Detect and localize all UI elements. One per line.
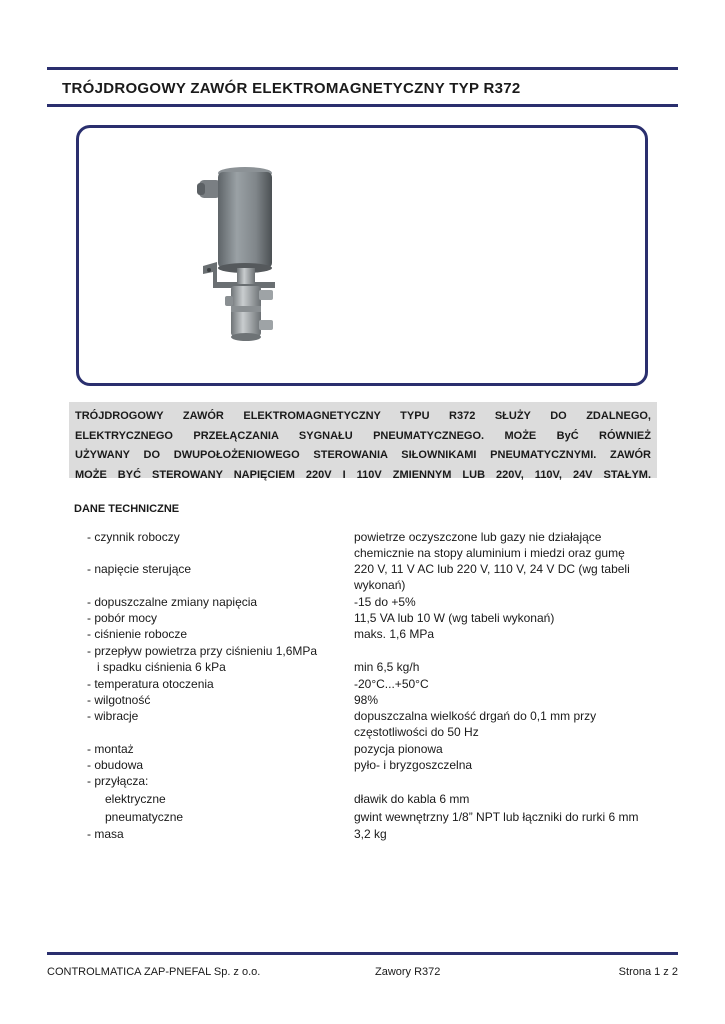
spec-value: 98% [354,693,379,707]
spec-value: powietrze oczyszczone lub gazy nie działające [354,530,602,544]
spec-value: pyło- i bryzgoszczelna [354,758,473,772]
spec-value: chemicznie na stopy aluminium i miedzi oraz gumę [354,546,625,560]
spec-label: - ciśnienie robocze [87,627,188,641]
spec-label: - masa [87,827,124,841]
spec-value: 220 V, 11 V AC lub 220 V, 110 V, 24 V DC (wg tabeli [354,562,630,576]
spec-label: - wibracje [87,709,139,723]
spec-label: - wilgotność [87,693,151,707]
spec-value: wykonań) [354,578,406,592]
product-description [69,402,657,481]
top-rule [47,67,678,70]
footer-document: Zawory R372 [375,966,441,978]
description-line: TRÓJDROGOWY ZAWÓR ELEKTROMAGNETYCZNY TYPU R372 SŁUŻY DO ZDALNEGO, [75,410,651,422]
spec-value: 11,5 VA lub 10 W (wg tabeli wykonań) [354,611,555,625]
spec-value: dopuszczalna wielkość drgań do 0,1 mm przy [354,709,597,723]
spec-label: - montaż [87,742,134,756]
footer-company: CONTROLMATICA ZAP-PNEFAL Sp. z o.o. [47,966,261,978]
title-underline-rule [47,104,678,107]
solenoid-valve-photo [197,164,297,344]
spec-label: i spadku ciśnienia 6 kPa [97,660,226,674]
spec-label: pneumatyczne [105,810,184,824]
spec-label: - temperatura otoczenia [87,677,214,691]
spec-label: - obudowa [87,758,144,772]
product-photo-frame [76,125,648,386]
page-title: TRÓJDROGOWY ZAWÓR ELEKTROMAGNETYCZNY TYP R372 [62,80,521,97]
spec-value: -15 do +5% [354,595,416,609]
footer-page-number: Strona 1 z 2 [618,966,678,978]
spec-label: - napięcie sterujące [87,562,192,576]
spec-label: - przepływ powietrza przy ciśnieniu 1,6MPa [87,644,318,658]
spec-label: - pobór mocy [87,611,158,625]
spec-value: -20°C...+50°C [354,677,429,691]
description-line: MOŻE BYĆ STEROWANY NAPIĘCIEM 220V I 110V ZMIENNYM LUB 220V, 110V, 24V STAŁYM. [75,468,651,481]
spec-value: gwint wewnętrzny 1/8” NPT lub łączniki do rurki 6 mm [354,810,639,824]
spec-value: min 6,5 kg/h [354,660,420,674]
section-title: DANE TECHNICZNE [74,503,180,515]
spec-label: - przyłącza: [87,774,149,788]
footer-rule [47,952,678,955]
spec-value: maks. 1,6 MPa [354,627,435,641]
spec-label: - dopuszczalne zmiany napięcia [87,595,258,609]
spec-value: dławik do kabla 6 mm [354,792,470,806]
spec-label: elektryczne [105,792,166,806]
spec-value: częstotliwości do 50 Hz [354,725,479,739]
spec-label: - czynnik roboczy [87,530,180,544]
spec-value: pozycja pionowa [354,742,443,756]
spec-value: 3,2 kg [354,827,387,841]
description-line: ELEKTRYCZNEGO PRZEŁĄCZANIA SYGNAŁU PNEUMATYCZNEGO. MOŻE ByĆ RÓWNIEŻ [75,429,651,442]
description-line: UŻYWANY DO DWUPOŁOŻENIOWEGO STEROWANIA SIŁOWNIKAMI PNEUMATYCZNYMI. ZAWÓR [75,449,651,461]
